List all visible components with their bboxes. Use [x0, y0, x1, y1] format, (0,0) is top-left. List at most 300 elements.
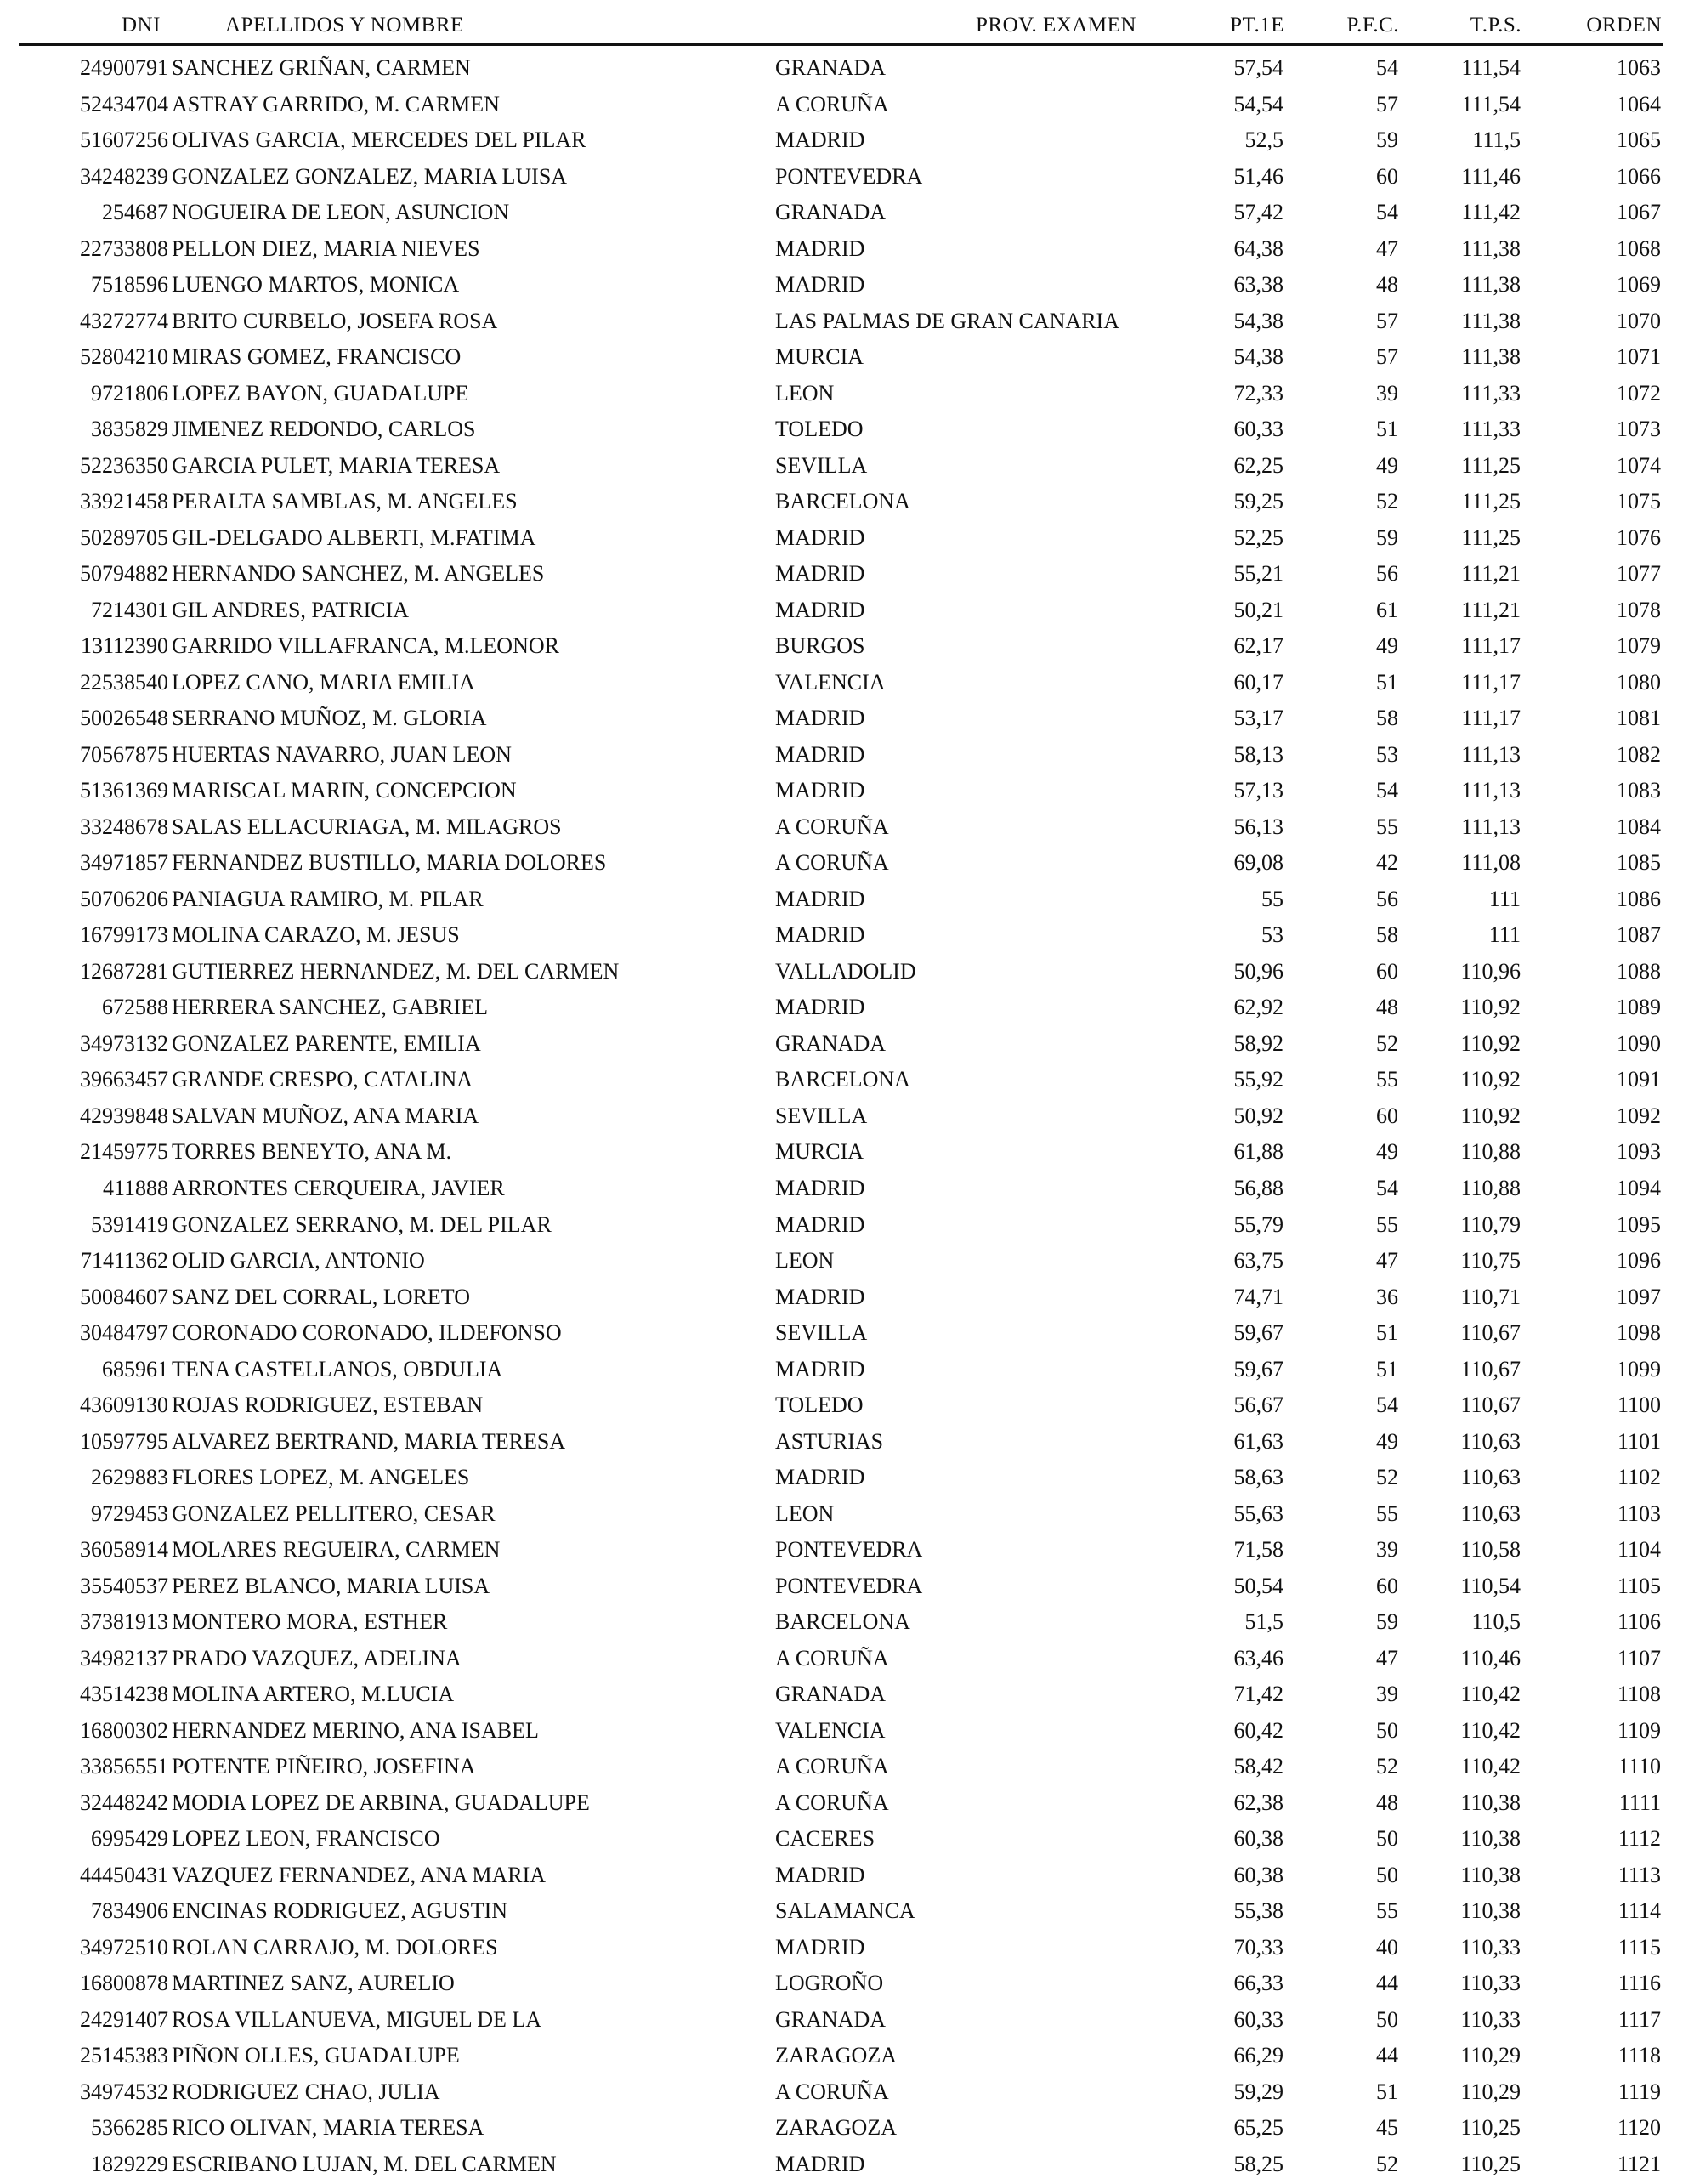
cell-prov-examen: BARCELONA — [775, 489, 910, 514]
cell-orden: 1102 — [1617, 1465, 1661, 1490]
cell-orden: 1085 — [1617, 850, 1661, 876]
cell-tps: 110,88 — [1460, 1175, 1521, 1200]
cell-pfc: 54 — [1376, 200, 1398, 225]
cell-orden: 1110 — [1618, 1754, 1661, 1779]
cell-pt1e: 61,88 — [1233, 1139, 1284, 1165]
header-name: APELLIDOS Y NOMBRE — [225, 14, 464, 37]
cell-name: POTENTE PIÑEIRO, JOSEFINA — [172, 1754, 476, 1779]
cell-pfc: 44 — [1376, 1971, 1398, 1996]
cell-name: MARTINEZ SANZ, AURELIO — [172, 1971, 455, 1996]
cell-name: ALVAREZ BERTRAND, MARIA TERESA — [172, 1428, 566, 1454]
table-row — [0, 847, 1700, 883]
cell-orden: 1068 — [1617, 235, 1661, 261]
cell-dni: 3835829 — [91, 417, 168, 442]
cell-name: MOLINA ARTERO, M.LUCIA — [172, 1682, 455, 1707]
cell-pt1e: 69,08 — [1233, 850, 1284, 876]
cell-dni: 70567875 — [80, 741, 168, 767]
cell-pt1e: 55,63 — [1233, 1500, 1284, 1526]
cell-prov-examen: MADRID — [775, 995, 865, 1020]
header-dni: DNI — [122, 14, 161, 37]
table-row — [0, 52, 1700, 88]
table-row — [0, 1678, 1700, 1715]
cell-dni: 50794882 — [80, 561, 168, 587]
cell-pt1e: 52,5 — [1244, 128, 1284, 153]
table-row — [0, 1281, 1700, 1318]
cell-prov-examen: TOLEDO — [775, 417, 864, 442]
table-row — [0, 1570, 1700, 1607]
cell-prov-examen: SEVILLA — [775, 1103, 868, 1128]
cell-tps: 110,63 — [1460, 1500, 1521, 1526]
cell-prov-examen: GRANADA — [775, 1030, 886, 1056]
cell-dni: 33921458 — [80, 489, 168, 514]
cell-prov-examen: MADRID — [775, 1284, 865, 1309]
cell-prov-examen: MADRID — [775, 128, 865, 153]
cell-tps: 110,71 — [1460, 1284, 1521, 1309]
table-row — [0, 269, 1700, 305]
cell-tps: 111,08 — [1461, 850, 1521, 876]
cell-pt1e: 58,25 — [1233, 2151, 1284, 2176]
cell-dni: 22733808 — [80, 235, 168, 261]
table-row — [0, 594, 1700, 631]
cell-name: HERNANDEZ MERINO, ANA ISABEL — [172, 1717, 539, 1743]
cell-prov-examen: CACERES — [775, 1826, 876, 1852]
table-row — [0, 991, 1700, 1028]
cell-prov-examen: LEON — [775, 380, 835, 406]
cell-tps: 110,67 — [1460, 1356, 1521, 1381]
cell-pt1e: 53,17 — [1233, 706, 1284, 731]
cell-tps: 110,29 — [1460, 2043, 1521, 2068]
cell-orden: 1119 — [1618, 2079, 1661, 2104]
cell-tps: 111,54 — [1461, 91, 1521, 116]
cell-tps: 111,33 — [1461, 380, 1521, 406]
cell-dni: 43609130 — [80, 1393, 168, 1418]
cell-orden: 1063 — [1617, 55, 1661, 80]
cell-prov-examen: GRANADA — [775, 2006, 886, 2032]
cell-pfc: 52 — [1376, 1030, 1398, 1056]
table-row — [0, 1209, 1700, 1245]
table-row — [0, 1100, 1700, 1137]
cell-pfc: 49 — [1376, 1139, 1398, 1165]
cell-dni: 5366285 — [91, 2115, 168, 2141]
cell-tps: 111,38 — [1461, 272, 1521, 298]
cell-orden: 1072 — [1617, 380, 1661, 406]
cell-pfc: 54 — [1376, 1393, 1398, 1418]
cell-pfc: 36 — [1376, 1284, 1398, 1309]
cell-tps: 110,67 — [1460, 1320, 1521, 1346]
cell-prov-examen: MURCIA — [775, 1139, 864, 1165]
cell-name: LUENGO MARTOS, MONICA — [172, 272, 460, 298]
cell-dni: 2629883 — [91, 1465, 168, 1490]
cell-prov-examen: PONTEVEDRA — [775, 163, 923, 189]
cell-prov-examen: MADRID — [775, 778, 865, 803]
cell-tps: 111,46 — [1461, 163, 1521, 189]
cell-orden: 1096 — [1617, 1248, 1661, 1274]
cell-pfc: 59 — [1376, 525, 1398, 550]
cell-pt1e: 58,92 — [1233, 1030, 1284, 1056]
cell-pt1e: 74,71 — [1233, 1284, 1284, 1309]
cell-orden: 1092 — [1617, 1103, 1661, 1128]
cell-orden: 1098 — [1617, 1320, 1661, 1346]
cell-dni: 71411362 — [80, 1248, 168, 1274]
cell-tps: 111,38 — [1461, 344, 1521, 370]
table-row — [0, 161, 1700, 197]
cell-name: ESCRIBANO LUJAN, M. DEL CARMEN — [172, 2151, 557, 2176]
table-row — [0, 377, 1700, 414]
cell-orden: 1087 — [1617, 922, 1661, 948]
cell-prov-examen: A CORUÑA — [775, 2079, 889, 2104]
cell-name: PANIAGUA RAMIRO, M. PILAR — [172, 886, 484, 911]
cell-tps: 110,79 — [1460, 1211, 1521, 1237]
cell-pt1e: 52,25 — [1233, 525, 1284, 550]
cell-name: GARRIDO VILLAFRANCA, M.LEONOR — [172, 633, 559, 659]
cell-tps: 110,75 — [1460, 1248, 1521, 1274]
cell-orden: 1093 — [1617, 1139, 1661, 1165]
cell-prov-examen: A CORUÑA — [775, 850, 889, 876]
cell-orden: 1117 — [1618, 2006, 1661, 2032]
cell-orden: 1075 — [1617, 489, 1661, 514]
cell-tps: 111,33 — [1461, 417, 1521, 442]
cell-pt1e: 51,5 — [1244, 1609, 1284, 1635]
cell-dni: 24900791 — [80, 55, 168, 80]
cell-prov-examen: MADRID — [775, 525, 865, 550]
cell-orden: 1088 — [1617, 958, 1661, 984]
cell-name: LOPEZ BAYON, GUADALUPE — [172, 380, 469, 406]
cell-pfc: 55 — [1376, 1898, 1398, 1924]
cell-name: GIL-DELGADO ALBERTI, M.FATIMA — [172, 525, 536, 550]
table-row — [0, 1136, 1700, 1172]
cell-pt1e: 61,63 — [1233, 1428, 1284, 1454]
table-row — [0, 522, 1700, 559]
cell-prov-examen: A CORUÑA — [775, 814, 889, 839]
cell-dni: 50084607 — [80, 1284, 168, 1309]
cell-pfc: 57 — [1376, 344, 1398, 370]
table-row — [0, 1859, 1700, 1896]
cell-name: GONZALEZ GONZALEZ, MARIA LUISA — [172, 163, 568, 189]
cell-pt1e: 55,38 — [1233, 1898, 1284, 1924]
cell-prov-examen: BURGOS — [775, 633, 865, 659]
cell-name: VAZQUEZ FERNANDEZ, ANA MARIA — [172, 1862, 547, 1887]
cell-pt1e: 66,29 — [1233, 2043, 1284, 2068]
cell-prov-examen: MADRID — [775, 272, 865, 298]
cell-orden: 1101 — [1617, 1428, 1661, 1454]
cell-name: OLID GARCIA, ANTONIO — [172, 1248, 425, 1274]
cell-dni: 10597795 — [80, 1428, 168, 1454]
cell-orden: 1080 — [1617, 669, 1661, 695]
cell-pt1e: 72,33 — [1233, 380, 1284, 406]
cell-prov-examen: TOLEDO — [775, 1393, 864, 1418]
cell-pt1e: 60,38 — [1233, 1826, 1284, 1852]
cell-dni: 12687281 — [80, 958, 168, 984]
cell-pt1e: 55,79 — [1233, 1211, 1284, 1237]
cell-tps: 110,25 — [1460, 2151, 1521, 2176]
cell-tps: 110,38 — [1460, 1898, 1521, 1924]
cell-name: SANCHEZ GRIÑAN, CARMEN — [172, 55, 471, 80]
cell-orden: 1089 — [1617, 995, 1661, 1020]
cell-prov-examen: GRANADA — [775, 55, 886, 80]
cell-orden: 1091 — [1617, 1067, 1661, 1092]
cell-dni: 42939848 — [80, 1103, 168, 1128]
cell-orden: 1103 — [1617, 1500, 1661, 1526]
cell-name: FERNANDEZ BUSTILLO, MARIA DOLORES — [172, 850, 607, 876]
cell-dni: 672588 — [102, 995, 168, 1020]
cell-tps: 111,17 — [1461, 633, 1521, 659]
cell-pt1e: 54,38 — [1233, 308, 1284, 333]
cell-dni: 411888 — [102, 1175, 168, 1200]
cell-pt1e: 62,17 — [1233, 633, 1284, 659]
cell-name: ROSA VILLANUEVA, MIGUEL DE LA — [172, 2006, 542, 2032]
cell-pfc: 47 — [1376, 1248, 1398, 1274]
cell-pt1e: 62,92 — [1233, 995, 1284, 1020]
header-pfc: P.F.C. — [1346, 14, 1399, 37]
table-row — [0, 1895, 1700, 1932]
cell-name: ROJAS RODRIGUEZ, ESTEBAN — [172, 1393, 484, 1418]
table-row — [0, 558, 1700, 594]
cell-prov-examen: SALAMANCA — [775, 1898, 915, 1924]
cell-tps: 110,96 — [1460, 958, 1521, 984]
cell-pfc: 55 — [1376, 1211, 1398, 1237]
cell-name: SANZ DEL CORRAL, LORETO — [172, 1284, 470, 1309]
cell-prov-examen: A CORUÑA — [775, 1645, 889, 1671]
cell-prov-examen: MADRID — [775, 1934, 865, 1960]
cell-pt1e: 54,38 — [1233, 344, 1284, 370]
cell-dni: 685961 — [102, 1356, 168, 1381]
cell-prov-examen: MADRID — [775, 1211, 865, 1237]
cell-orden: 1108 — [1617, 1682, 1661, 1707]
cell-name: CORONADO CORONADO, ILDEFONSO — [172, 1320, 562, 1346]
table-row — [0, 2112, 1700, 2148]
cell-tps: 110,38 — [1460, 1862, 1521, 1887]
cell-orden: 1071 — [1617, 344, 1661, 370]
cell-prov-examen: LEON — [775, 1500, 835, 1526]
table-row — [0, 1606, 1700, 1642]
cell-dni: 34973132 — [80, 1030, 168, 1056]
cell-tps: 111 — [1488, 886, 1521, 911]
cell-prov-examen: MADRID — [775, 2151, 865, 2176]
cell-name: GARCIA PULET, MARIA TERESA — [172, 452, 501, 478]
cell-pfc: 39 — [1376, 380, 1398, 406]
cell-pfc: 44 — [1376, 2043, 1398, 2068]
cell-orden: 1111 — [1618, 1790, 1661, 1815]
table-row — [0, 88, 1700, 125]
cell-orden: 1073 — [1617, 417, 1661, 442]
cell-orden: 1074 — [1617, 452, 1661, 478]
cell-pfc: 50 — [1376, 2006, 1398, 2032]
cell-name: NOGUEIRA DE LEON, ASUNCION — [172, 200, 510, 225]
cell-pt1e: 56,67 — [1233, 1393, 1284, 1418]
cell-tps: 110,88 — [1460, 1139, 1521, 1165]
table-row — [0, 1715, 1700, 1751]
cell-tps: 110,33 — [1460, 2006, 1521, 2032]
cell-name: PEREZ BLANCO, MARIA LUISA — [172, 1573, 490, 1598]
cell-tps: 110,92 — [1460, 995, 1521, 1020]
table-row — [0, 413, 1700, 450]
table-row — [0, 883, 1700, 920]
cell-dni: 34248239 — [80, 163, 168, 189]
table-row — [0, 1534, 1700, 1570]
cell-tps: 111,13 — [1461, 778, 1521, 803]
cell-orden: 1082 — [1617, 741, 1661, 767]
cell-pfc: 49 — [1376, 1428, 1398, 1454]
table-row — [0, 2039, 1700, 2076]
cell-pfc: 53 — [1376, 741, 1398, 767]
cell-tps: 110,92 — [1460, 1067, 1521, 1092]
cell-name: PIÑON OLLES, GUADALUPE — [172, 2043, 460, 2068]
cell-pfc: 55 — [1376, 1500, 1398, 1526]
table-row — [0, 919, 1700, 956]
cell-orden: 1107 — [1617, 1645, 1661, 1671]
cell-orden: 1066 — [1617, 163, 1661, 189]
cell-name: LOPEZ CANO, MARIA EMILIA — [172, 669, 475, 695]
cell-tps: 110,25 — [1460, 2115, 1521, 2141]
table-row — [0, 2148, 1700, 2184]
cell-pfc: 52 — [1376, 489, 1398, 514]
cell-orden: 1100 — [1617, 1393, 1661, 1418]
cell-orden: 1064 — [1617, 91, 1661, 116]
cell-pfc: 51 — [1376, 1356, 1398, 1381]
cell-pt1e: 71,42 — [1233, 1682, 1284, 1707]
cell-pt1e: 50,21 — [1233, 597, 1284, 622]
cell-prov-examen: MADRID — [775, 741, 865, 767]
cell-tps: 110,42 — [1460, 1682, 1521, 1707]
cell-pt1e: 66,33 — [1233, 1971, 1284, 1996]
header-prov-examen: PROV. EXAMEN — [976, 14, 1136, 37]
cell-pfc: 42 — [1376, 850, 1398, 876]
cell-prov-examen: MADRID — [775, 1862, 865, 1887]
cell-pfc: 60 — [1376, 1573, 1398, 1598]
cell-name: TENA CASTELLANOS, OBDULIA — [172, 1356, 503, 1381]
table-row — [0, 341, 1700, 377]
cell-orden: 1115 — [1618, 1934, 1661, 1960]
cell-dni: 35540537 — [80, 1573, 168, 1598]
cell-name: MOLINA CARAZO, M. JESUS — [172, 922, 460, 948]
cell-pfc: 48 — [1376, 272, 1398, 298]
cell-pfc: 54 — [1376, 1175, 1398, 1200]
table-row — [0, 1787, 1700, 1824]
cell-tps: 110,33 — [1460, 1971, 1521, 1996]
cell-pt1e: 56,88 — [1233, 1175, 1284, 1200]
cell-orden: 1114 — [1618, 1898, 1661, 1924]
cell-pfc: 59 — [1376, 1609, 1398, 1635]
cell-pfc: 51 — [1376, 1320, 1398, 1346]
cell-name: LOPEZ LEON, FRANCISCO — [172, 1826, 440, 1852]
cell-name: MODIA LOPEZ DE ARBINA, GUADALUPE — [172, 1790, 590, 1815]
cell-dni: 43272774 — [80, 308, 168, 333]
cell-pfc: 51 — [1376, 2079, 1398, 2104]
cell-pfc: 54 — [1376, 55, 1398, 80]
cell-pt1e: 57,54 — [1233, 55, 1284, 80]
cell-tps: 110,58 — [1460, 1537, 1521, 1563]
cell-pfc: 51 — [1376, 669, 1398, 695]
cell-dni: 9729453 — [91, 1500, 168, 1526]
cell-name: MARISCAL MARIN, CONCEPCION — [172, 778, 517, 803]
cell-pfc: 50 — [1376, 1717, 1398, 1743]
table-body — [0, 52, 1700, 2184]
cell-orden: 1076 — [1617, 525, 1661, 550]
cell-orden: 1104 — [1617, 1537, 1661, 1563]
cell-pfc: 45 — [1376, 2115, 1398, 2141]
cell-tps: 111 — [1488, 922, 1521, 948]
cell-pfc: 47 — [1376, 1645, 1398, 1671]
cell-dni: 34971857 — [80, 850, 168, 876]
cell-pt1e: 57,42 — [1233, 200, 1284, 225]
cell-pfc: 52 — [1376, 2151, 1398, 2176]
cell-prov-examen: MADRID — [775, 706, 865, 731]
cell-pfc: 48 — [1376, 1790, 1398, 1815]
cell-name: SERRANO MUÑOZ, M. GLORIA — [172, 706, 487, 731]
cell-dni: 52804210 — [80, 344, 168, 370]
cell-prov-examen: GRANADA — [775, 200, 886, 225]
cell-pt1e: 64,38 — [1233, 235, 1284, 261]
cell-pfc: 61 — [1376, 597, 1398, 622]
cell-dni: 24291407 — [80, 2006, 168, 2032]
cell-pt1e: 50,92 — [1233, 1103, 1284, 1128]
table-row — [0, 124, 1700, 161]
cell-dni: 7214301 — [91, 597, 168, 622]
cell-orden: 1069 — [1617, 272, 1661, 298]
cell-dni: 25145383 — [80, 2043, 168, 2068]
cell-tps: 110,67 — [1460, 1393, 1521, 1418]
cell-tps: 110,29 — [1460, 2079, 1521, 2104]
cell-pt1e: 63,46 — [1233, 1645, 1284, 1671]
cell-prov-examen: SEVILLA — [775, 452, 868, 478]
cell-tps: 110,63 — [1460, 1428, 1521, 1454]
table-row — [0, 2004, 1700, 2040]
table-row — [0, 1823, 1700, 1859]
cell-pt1e: 60,42 — [1233, 1717, 1284, 1743]
cell-pt1e: 55 — [1261, 886, 1284, 911]
cell-pt1e: 62,38 — [1233, 1790, 1284, 1815]
cell-orden: 1084 — [1617, 814, 1661, 839]
cell-orden: 1070 — [1617, 308, 1661, 333]
cell-pt1e: 51,46 — [1233, 163, 1284, 189]
cell-tps: 111,21 — [1461, 561, 1521, 587]
cell-tps: 111,25 — [1461, 525, 1521, 550]
cell-tps: 110,92 — [1460, 1103, 1521, 1128]
table-row — [0, 956, 1700, 992]
table-row — [0, 774, 1700, 811]
cell-pfc: 55 — [1376, 1067, 1398, 1092]
cell-pt1e: 55,21 — [1233, 561, 1284, 587]
cell-pt1e: 63,38 — [1233, 272, 1284, 298]
cell-dni: 52236350 — [80, 452, 168, 478]
cell-dni: 37381913 — [80, 1609, 168, 1635]
cell-orden: 1116 — [1618, 1971, 1661, 1996]
cell-tps: 111,25 — [1461, 452, 1521, 478]
cell-name: GRANDE CRESPO, CATALINA — [172, 1067, 473, 1092]
cell-tps: 110,63 — [1460, 1465, 1521, 1490]
cell-dni: 13112390 — [80, 633, 168, 659]
cell-pfc: 57 — [1376, 91, 1398, 116]
cell-orden: 1097 — [1617, 1284, 1661, 1309]
cell-dni: 7518596 — [91, 272, 168, 298]
cell-dni: 254687 — [102, 200, 168, 225]
cell-pt1e: 59,67 — [1233, 1356, 1284, 1381]
cell-prov-examen: PONTEVEDRA — [775, 1537, 923, 1563]
cell-dni: 33248678 — [80, 814, 168, 839]
cell-prov-examen: ZARAGOZA — [775, 2043, 897, 2068]
cell-pt1e: 71,58 — [1233, 1537, 1284, 1563]
table-row — [0, 1064, 1700, 1100]
table-row — [0, 667, 1700, 703]
cell-name: GONZALEZ PARENTE, EMILIA — [172, 1030, 481, 1056]
cell-pfc: 47 — [1376, 235, 1398, 261]
cell-pt1e: 60,33 — [1233, 2006, 1284, 2032]
cell-prov-examen: SEVILLA — [775, 1320, 868, 1346]
cell-pt1e: 57,13 — [1233, 778, 1284, 803]
cell-prov-examen: A CORUÑA — [775, 91, 889, 116]
table-row — [0, 1461, 1700, 1498]
cell-name: GONZALEZ SERRANO, M. DEL PILAR — [172, 1211, 552, 1237]
